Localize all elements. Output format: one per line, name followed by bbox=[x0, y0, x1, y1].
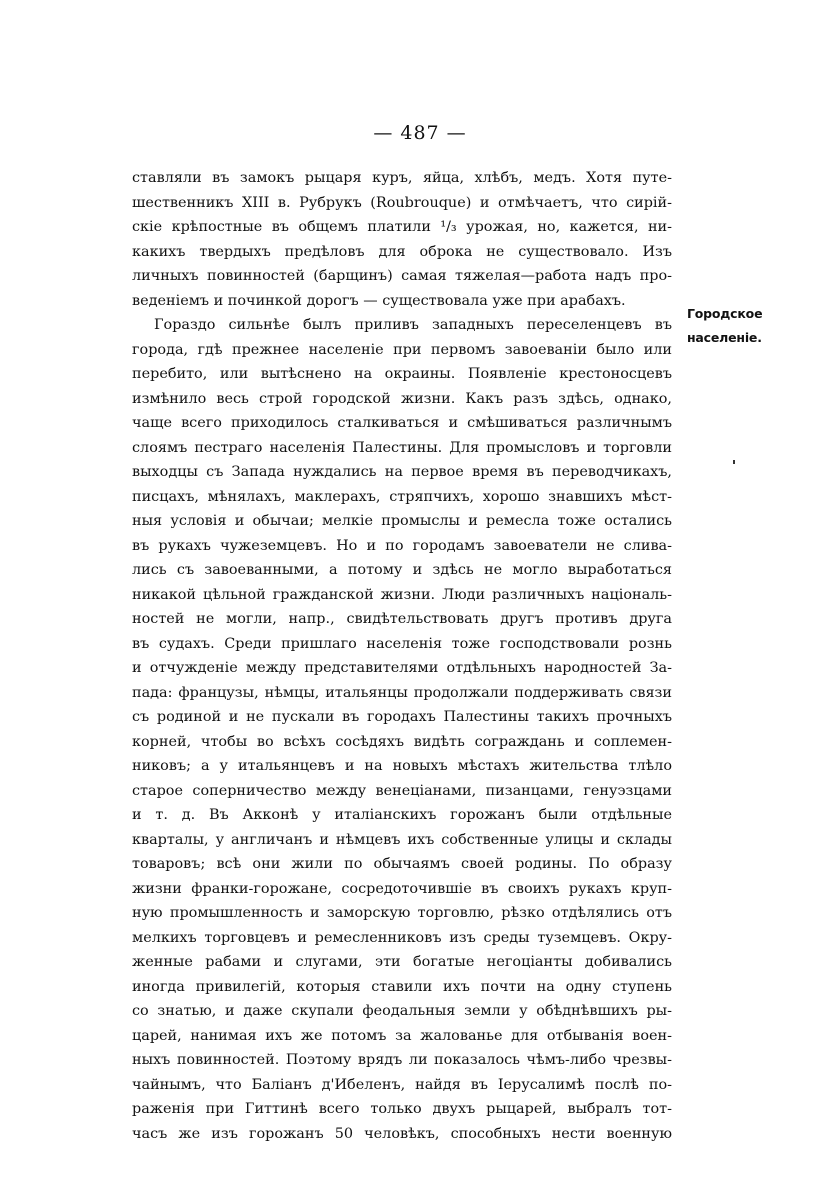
text-line: мелкихъ торговцевъ и ремесленниковъ изъ среды туземцевъ. Окру- bbox=[132, 929, 672, 946]
text-line: женные рабами и слугами, эти богатые негоціанты добивались bbox=[132, 954, 672, 970]
text-line: города, гдѣ прежнее населеніе при первомъ завоеваніи было или bbox=[132, 341, 672, 358]
text-line: кварталы, у англичанъ и нѣмцевъ ихъ собственные улицы и склады bbox=[132, 831, 672, 848]
text-line: и отчужденіе между представителями отдѣльныхъ народностей За- bbox=[132, 660, 672, 676]
page-number: — 487 — bbox=[373, 122, 467, 144]
paragraph bbox=[132, 313, 672, 1146]
text-line: шественникъ XIII в. Рубрукъ (Roubrouque) и отмѣчаетъ, что сирій- bbox=[132, 194, 672, 211]
text-line: пада: французы, нѣмцы, итальянцы продолжали поддерживать связи bbox=[132, 684, 672, 701]
text-line: въ рукахъ чужеземцевъ. Но и по городамъ завоеватели не слива- bbox=[132, 537, 672, 554]
paragraph bbox=[132, 166, 672, 313]
text-line: ныхъ повинностей. Поэтому врядъ ли показалось чѣмъ-либо чрезвы- bbox=[132, 1052, 672, 1068]
margin-note-line: Городское bbox=[687, 306, 763, 321]
text-line: Гораздо сильнѣе былъ приливъ западныхъ переселенцевъ въ bbox=[154, 317, 672, 333]
text-line: веденіемъ и починкой дорогъ — существовала уже при арабахъ. bbox=[132, 292, 626, 309]
margin-note-line: населеніе. bbox=[687, 329, 762, 345]
text-line: выходцы съ Запада нуждались на первое время въ переводчикахъ, bbox=[132, 464, 672, 480]
text-line: старое соперничество между венеціанами, пизанцами, генуэзцами bbox=[132, 782, 672, 799]
text-line: никакой цѣльной гражданской жизни. Люди различныхъ національ- bbox=[132, 586, 672, 603]
text-line: лись съ завоеванными, а потому и здѣсь не могло выработаться bbox=[132, 562, 672, 578]
text-line: раженія при Гиттинѣ всего только двухъ рыцарей, выбралъ тот- bbox=[132, 1101, 672, 1117]
text-line: со знатью, и даже скупали феодальныя земли у обѣднѣвшихъ ры- bbox=[132, 1003, 672, 1019]
text-line: личныхъ повинностей (барщинъ) самая тяжелая—работа надъ про- bbox=[132, 268, 672, 284]
text-line: какихъ твердыхъ предѣловъ для оброка не существовало. Изъ bbox=[132, 243, 672, 260]
text-line: писцахъ, мѣнялахъ, маклерахъ, стряпчихъ, хорошо знавшихъ мѣст- bbox=[132, 488, 672, 505]
text-line: товаровъ; всѣ они жили по обычаямъ своей родины. По образу bbox=[132, 856, 672, 872]
text-line: ставляли въ замокъ рыцаря куръ, яйца, хлѣбъ, медъ. Хотя путе- bbox=[132, 170, 672, 186]
text-line: чайнымъ, что Баліанъ д'Ибеленъ, найдя въ Іерусалимѣ послѣ по- bbox=[132, 1076, 672, 1093]
ink-speck bbox=[733, 460, 735, 464]
text-line: иногда привилегій, которыя ставили ихъ почти на одну ступень bbox=[132, 978, 672, 995]
text-line: съ родиной и не пускали въ городахъ Палестины такихъ прочныхъ bbox=[132, 709, 672, 725]
text-line: и т. д. Въ Акконѣ у италіанскихъ горожанъ были отдѣльные bbox=[132, 807, 672, 823]
text-line: часъ же изъ горожанъ 50 человѣкъ, способныхъ нести военную bbox=[132, 1125, 672, 1142]
text-line: чаще всего приходилось сталкиваться и смѣшиваться различнымъ bbox=[132, 415, 672, 431]
text-line: въ судахъ. Среди пришлаго населенія тоже господствовали рознь bbox=[132, 635, 672, 652]
text-line: царей, нанимая ихъ же потомъ за жалованье для отбыванія воен- bbox=[132, 1027, 672, 1044]
text-line: слоямъ пестраго населенія Палестины. Для промысловъ и торговли bbox=[132, 439, 672, 456]
text-line: ностей не могли, напр., свидѣтельствовать другъ противъ друга bbox=[132, 611, 672, 627]
text-line: ную промышленность и заморскую торговлю, рѣзко отдѣлялись отъ bbox=[132, 905, 672, 921]
text-line: жизни франки-горожане, сосредоточившіе въ своихъ рукахъ круп- bbox=[132, 880, 672, 897]
text-line: измѣнило весь строй городской жизни. Какъ разъ здѣсь, однако, bbox=[132, 390, 672, 407]
margin-note bbox=[687, 302, 827, 349]
text-line: перебито, или вытѣснено на окраины. Появленіе крестоносцевъ bbox=[132, 366, 672, 382]
text-line: корней, чтобы во всѣхъ сосѣдяхъ видѣть сограждань и соплемен- bbox=[132, 733, 672, 750]
body-text bbox=[132, 166, 672, 1146]
text-line: скіе крѣпостные въ общемъ платили ¹/₃ урожая, но, кажется, ни- bbox=[132, 219, 672, 235]
text-line: ныя условія и обычаи; мелкіе промыслы и ремесла тоже остались bbox=[132, 513, 672, 529]
text-line: никовъ; а у итальянцевъ и на новыхъ мѣстахъ жительства тлѣло bbox=[132, 758, 672, 774]
